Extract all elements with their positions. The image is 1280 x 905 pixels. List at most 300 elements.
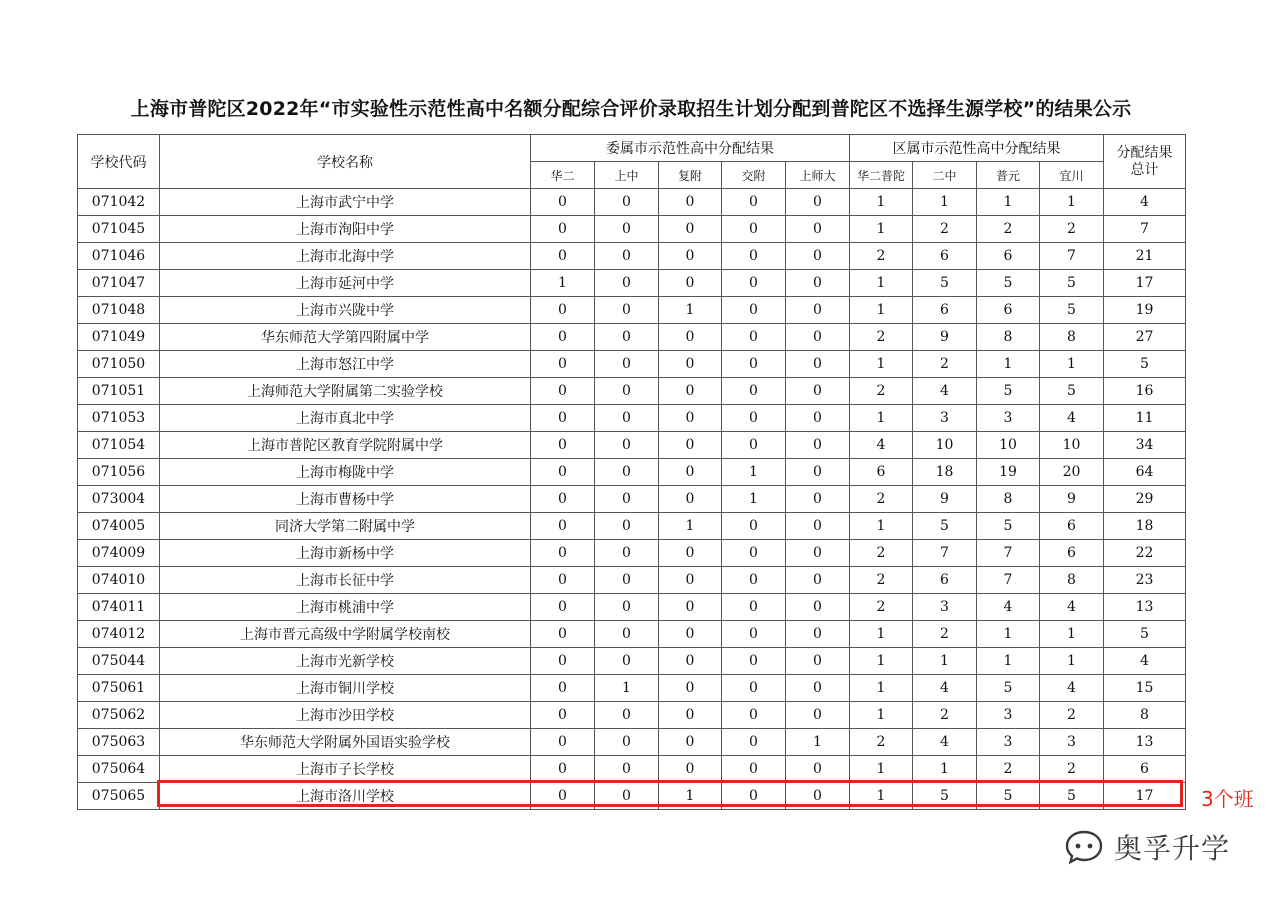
cell-total: 16 [1104,378,1186,405]
cell-total: 4 [1104,648,1186,675]
cell-value: 0 [786,486,850,513]
cell-value: 4 [850,432,913,459]
table-body [78,189,1186,810]
header-school-code: 学校代码 [78,135,160,189]
cell-value: 0 [659,702,722,729]
table-row [78,783,1186,810]
cell-value: 0 [786,432,850,459]
cell-school-name: 上海市北海中学 [160,243,531,270]
cell-value: 0 [786,567,850,594]
cell-value: 0 [722,513,786,540]
cell-value: 0 [531,783,595,810]
cell-value: 0 [659,756,722,783]
cell-value: 8 [1040,567,1104,594]
cell-value: 7 [913,540,977,567]
cell-value: 9 [913,324,977,351]
header-col: 二中 [913,162,977,189]
header-col: 华二普陀 [850,162,913,189]
cell-value: 20 [1040,459,1104,486]
cell-value: 3 [977,405,1040,432]
cell-value: 1 [850,216,913,243]
cell-school-name: 上海市梅陇中学 [160,459,531,486]
cell-value: 0 [531,486,595,513]
table-row [78,513,1186,540]
cell-value: 0 [531,621,595,648]
cell-value: 4 [913,378,977,405]
cell-value: 1 [722,459,786,486]
cell-value: 1 [1040,351,1104,378]
cell-value: 1 [850,351,913,378]
cell-value: 0 [786,513,850,540]
cell-value: 1 [850,648,913,675]
cell-value: 0 [722,756,786,783]
cell-school-code: 075062 [78,702,160,729]
cell-value: 2 [850,486,913,513]
cell-value: 0 [786,756,850,783]
cell-value: 0 [531,540,595,567]
cell-value: 10 [977,432,1040,459]
cell-value: 1 [850,702,913,729]
table-row [78,729,1186,756]
cell-value: 0 [659,243,722,270]
table-row [78,459,1186,486]
cell-value: 0 [531,648,595,675]
cell-school-name: 上海市新杨中学 [160,540,531,567]
cell-school-name: 上海市武宁中学 [160,189,531,216]
cell-value: 7 [977,540,1040,567]
cell-value: 2 [850,594,913,621]
cell-value: 2 [1040,702,1104,729]
cell-school-code: 075044 [78,648,160,675]
cell-value: 0 [722,378,786,405]
cell-value: 3 [913,594,977,621]
cell-value: 9 [913,486,977,513]
table-header [78,135,1186,189]
cell-value: 1 [786,729,850,756]
cell-school-name: 同济大学第二附属中学 [160,513,531,540]
table-row [78,189,1186,216]
cell-total: 7 [1104,216,1186,243]
cell-value: 5 [1040,783,1104,810]
cell-school-name: 上海市晋元高级中学附属学校南校 [160,621,531,648]
header-col: 上师大 [786,162,850,189]
cell-school-name: 上海市洵阳中学 [160,216,531,243]
table-row [78,216,1186,243]
cell-school-name: 上海市沙田学校 [160,702,531,729]
cell-value: 0 [722,702,786,729]
cell-school-code: 071048 [78,297,160,324]
cell-value: 3 [913,405,977,432]
cell-value: 4 [977,594,1040,621]
cell-school-code: 074009 [78,540,160,567]
cell-value: 8 [977,324,1040,351]
cell-value: 1 [977,648,1040,675]
cell-value: 5 [913,270,977,297]
cell-value: 8 [977,486,1040,513]
cell-value: 0 [722,405,786,432]
cell-value: 0 [595,405,659,432]
cell-school-name: 上海市光新学校 [160,648,531,675]
cell-value: 0 [531,567,595,594]
cell-school-code: 071046 [78,243,160,270]
cell-value: 4 [1040,675,1104,702]
cell-value: 0 [595,459,659,486]
cell-total: 19 [1104,297,1186,324]
cell-value: 7 [1040,243,1104,270]
cell-school-code: 074011 [78,594,160,621]
cell-value: 0 [722,783,786,810]
cell-value: 6 [850,459,913,486]
cell-value: 0 [786,675,850,702]
cell-school-code: 071051 [78,378,160,405]
cell-school-code: 071047 [78,270,160,297]
cell-school-name: 上海师范大学附属第二实验学校 [160,378,531,405]
cell-value: 0 [595,189,659,216]
cell-value: 1 [1040,189,1104,216]
table-row [78,567,1186,594]
cell-value: 10 [913,432,977,459]
cell-value: 0 [659,486,722,513]
cell-value: 6 [977,297,1040,324]
cell-value: 2 [913,351,977,378]
cell-value: 0 [786,459,850,486]
cell-total: 23 [1104,567,1186,594]
cell-value: 0 [595,324,659,351]
cell-value: 0 [786,540,850,567]
cell-value: 6 [913,567,977,594]
cell-school-code: 073004 [78,486,160,513]
cell-total: 11 [1104,405,1186,432]
cell-value: 8 [1040,324,1104,351]
page-title: 上海市普陀区2022年“市实验性示范性高中名额分配综合评价录取招生计划分配到普陀区不选择生源学校”的结果公示 [130,98,1132,120]
table-row [78,594,1186,621]
header-total: 分配结果总计 [1104,135,1186,189]
cell-value: 0 [531,702,595,729]
cell-value: 0 [659,324,722,351]
cell-school-code: 071056 [78,459,160,486]
cell-value: 0 [595,702,659,729]
cell-total: 5 [1104,351,1186,378]
table-row [78,378,1186,405]
cell-value: 0 [595,378,659,405]
cell-school-code: 074012 [78,621,160,648]
cell-school-name: 华东师范大学附属外国语实验学校 [160,729,531,756]
cell-value: 6 [913,297,977,324]
cell-value: 0 [786,243,850,270]
table-row [78,540,1186,567]
cell-value: 0 [595,351,659,378]
cell-value: 2 [850,567,913,594]
cell-value: 0 [531,513,595,540]
cell-value: 0 [659,351,722,378]
cell-value: 2 [850,540,913,567]
cell-value: 0 [659,432,722,459]
cell-total: 17 [1104,783,1186,810]
cell-school-code: 075064 [78,756,160,783]
cell-school-name: 上海市桃浦中学 [160,594,531,621]
cell-value: 0 [531,729,595,756]
table-row [78,243,1186,270]
cell-value: 6 [977,243,1040,270]
cell-value: 1 [659,783,722,810]
cell-value: 4 [913,675,977,702]
cell-value: 10 [1040,432,1104,459]
cell-value: 1 [1040,648,1104,675]
cell-value: 0 [722,324,786,351]
cell-value: 4 [1040,405,1104,432]
cell-value: 1 [850,675,913,702]
cell-value: 0 [659,405,722,432]
cell-value: 19 [977,459,1040,486]
cell-value: 5 [913,783,977,810]
cell-total: 18 [1104,513,1186,540]
cell-value: 1 [850,405,913,432]
table-row [78,486,1186,513]
cell-value: 1 [659,297,722,324]
cell-value: 18 [913,459,977,486]
cell-school-code: 071053 [78,405,160,432]
cell-school-name: 上海市洛川学校 [160,783,531,810]
cell-value: 6 [1040,540,1104,567]
cell-total: 15 [1104,675,1186,702]
cell-value: 5 [1040,297,1104,324]
cell-value: 6 [913,243,977,270]
cell-value: 0 [595,621,659,648]
cell-value: 0 [531,675,595,702]
cell-school-code: 071042 [78,189,160,216]
cell-school-code: 071054 [78,432,160,459]
cell-value: 0 [659,189,722,216]
cell-value: 0 [595,594,659,621]
cell-value: 0 [531,405,595,432]
cell-total: 5 [1104,621,1186,648]
cell-value: 0 [722,351,786,378]
cell-value: 5 [1040,378,1104,405]
cell-school-code: 071049 [78,324,160,351]
cell-value: 0 [659,270,722,297]
cell-school-code: 074010 [78,567,160,594]
cell-value: 1 [977,621,1040,648]
cell-value: 1 [977,351,1040,378]
cell-value: 2 [1040,216,1104,243]
cell-value: 0 [659,459,722,486]
cell-value: 0 [722,567,786,594]
header-group-district: 区属市示范性高中分配结果 [850,135,1104,162]
table-row [78,756,1186,783]
cell-value: 0 [595,216,659,243]
cell-school-name: 上海市兴陇中学 [160,297,531,324]
cell-value: 5 [977,783,1040,810]
cell-value: 0 [531,594,595,621]
cell-value: 1 [850,783,913,810]
header-col: 宜川 [1040,162,1104,189]
cell-value: 0 [786,297,850,324]
cell-value: 0 [786,378,850,405]
cell-value: 0 [659,540,722,567]
cell-school-code: 071050 [78,351,160,378]
cell-value: 0 [722,540,786,567]
cell-value: 0 [786,594,850,621]
cell-value: 0 [786,702,850,729]
cell-value: 0 [531,216,595,243]
cell-value: 2 [850,243,913,270]
cell-value: 2 [850,729,913,756]
watermark-text: 奥孚升学 [1114,832,1231,865]
cell-total: 8 [1104,702,1186,729]
cell-value: 5 [913,513,977,540]
cell-value: 0 [786,648,850,675]
cell-value: 0 [531,378,595,405]
cell-value: 0 [786,216,850,243]
cell-value: 0 [595,297,659,324]
cell-value: 0 [595,486,659,513]
cell-value: 0 [722,675,786,702]
cell-value: 0 [531,459,595,486]
table-row [78,297,1186,324]
cell-value: 0 [531,756,595,783]
cell-value: 0 [659,621,722,648]
cell-value: 0 [595,783,659,810]
header-col: 普元 [977,162,1040,189]
cell-value: 0 [786,783,850,810]
cell-total: 4 [1104,189,1186,216]
cell-value: 0 [659,648,722,675]
cell-value: 5 [977,513,1040,540]
cell-value: 1 [850,621,913,648]
cell-value: 2 [913,216,977,243]
table-row [78,621,1186,648]
cell-value: 0 [595,729,659,756]
allocation-table [77,134,1186,810]
cell-school-name: 上海市怒江中学 [160,351,531,378]
cell-school-code: 075061 [78,675,160,702]
cell-value: 0 [531,432,595,459]
cell-total: 6 [1104,756,1186,783]
cell-value: 0 [531,351,595,378]
cell-value: 0 [531,297,595,324]
cell-school-code: 074005 [78,513,160,540]
cell-value: 1 [850,270,913,297]
cell-value: 4 [1040,594,1104,621]
cell-value: 1 [850,513,913,540]
cell-total: 29 [1104,486,1186,513]
cell-value: 0 [595,243,659,270]
wechat-official-account-icon [1062,827,1106,867]
header-col: 上中 [595,162,659,189]
cell-school-name: 上海市长征中学 [160,567,531,594]
cell-value: 0 [786,189,850,216]
cell-value: 0 [722,648,786,675]
table-row [78,324,1186,351]
watermark [1062,827,1230,867]
cell-value: 0 [786,621,850,648]
cell-value: 0 [722,621,786,648]
cell-school-name: 上海市铜川学校 [160,675,531,702]
cell-value: 2 [913,702,977,729]
table-row [78,432,1186,459]
header-col: 华二 [531,162,595,189]
cell-value: 0 [595,540,659,567]
cell-value: 0 [722,189,786,216]
cell-value: 0 [595,756,659,783]
cell-value: 0 [722,243,786,270]
cell-value: 0 [722,216,786,243]
cell-value: 9 [1040,486,1104,513]
cell-value: 0 [595,648,659,675]
cell-school-name: 上海市真北中学 [160,405,531,432]
cell-total: 17 [1104,270,1186,297]
cell-value: 0 [659,675,722,702]
cell-school-code: 071045 [78,216,160,243]
header-group-municipal: 委属市示范性高中分配结果 [531,135,850,162]
cell-value: 2 [913,621,977,648]
cell-value: 0 [786,270,850,297]
cell-value: 0 [595,567,659,594]
cell-value: 1 [850,189,913,216]
cell-value: 3 [1040,729,1104,756]
cell-value: 0 [722,594,786,621]
cell-value: 5 [1040,270,1104,297]
cell-value: 2 [850,378,913,405]
cell-value: 1 [850,756,913,783]
cell-total: 22 [1104,540,1186,567]
cell-value: 0 [722,270,786,297]
table-row [78,702,1186,729]
cell-value: 0 [595,270,659,297]
table-row [78,405,1186,432]
cell-total: 13 [1104,594,1186,621]
cell-value: 0 [786,324,850,351]
cell-value: 1 [850,297,913,324]
cell-value: 0 [722,729,786,756]
table-row [78,270,1186,297]
cell-school-name: 上海市曹杨中学 [160,486,531,513]
cell-value: 1 [595,675,659,702]
header-col: 复附 [659,162,722,189]
cell-value: 1 [913,648,977,675]
cell-school-code: 075065 [78,783,160,810]
cell-value: 2 [977,216,1040,243]
cell-value: 2 [850,324,913,351]
cell-value: 0 [659,567,722,594]
cell-total: 21 [1104,243,1186,270]
cell-value: 5 [977,675,1040,702]
cell-value: 3 [977,702,1040,729]
cell-value: 5 [977,270,1040,297]
cell-value: 3 [977,729,1040,756]
header-col: 交附 [722,162,786,189]
cell-value: 0 [531,324,595,351]
cell-value: 0 [531,189,595,216]
cell-value: 0 [722,432,786,459]
table-row [78,648,1186,675]
cell-value: 6 [1040,513,1104,540]
table-row [78,675,1186,702]
cell-value: 5 [977,378,1040,405]
cell-value: 0 [659,378,722,405]
cell-value: 1 [531,270,595,297]
cell-school-name: 华东师范大学第四附属中学 [160,324,531,351]
cell-total: 13 [1104,729,1186,756]
table-row [78,351,1186,378]
cell-value: 1 [913,756,977,783]
cell-value: 2 [977,756,1040,783]
cell-value: 0 [786,405,850,432]
cell-value: 7 [977,567,1040,594]
cell-school-name: 上海市普陀区教育学院附属中学 [160,432,531,459]
annotation-note: 3个班 [1201,787,1254,811]
cell-value: 1 [659,513,722,540]
